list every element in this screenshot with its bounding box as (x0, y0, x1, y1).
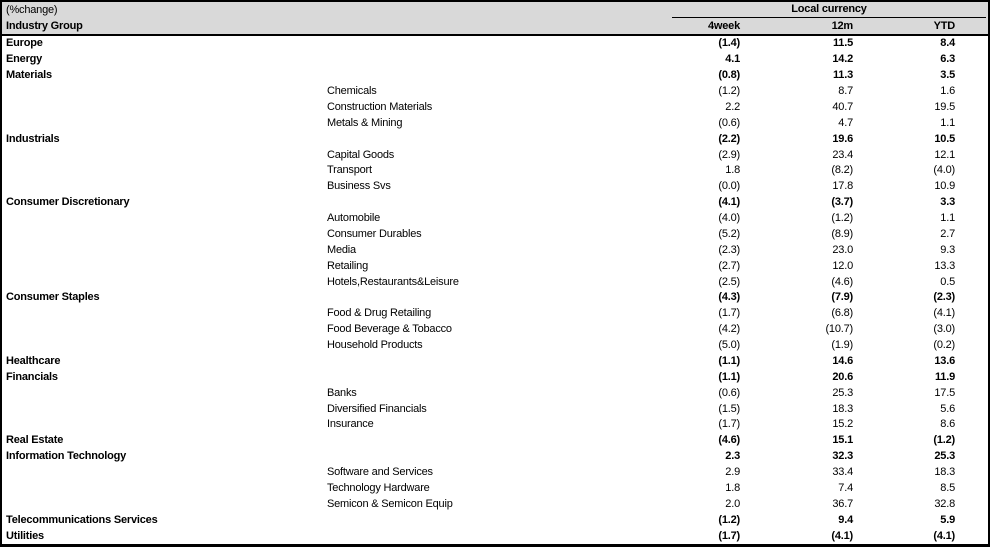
table-row (2, 227, 988, 243)
value-12m: (10.7) (825, 323, 853, 336)
value-ytd: 8.4 (940, 37, 955, 50)
value-4week: (0.0) (718, 180, 740, 193)
value-4week: (1.7) (718, 529, 740, 542)
sub-industry-label: Household Products (327, 339, 423, 352)
header-row-currency (2, 2, 988, 18)
value-12m: 14.6 (832, 354, 853, 367)
sub-industry-label: Semicon & Semicon Equip (327, 497, 453, 510)
value-12m: (4.1) (831, 529, 853, 542)
sub-industry-label: Construction Materials (327, 100, 433, 113)
value-ytd: 19.5 (934, 100, 955, 113)
value-12m: 17.8 (832, 180, 853, 193)
column-header-4week: 4week (707, 19, 740, 32)
sub-industry-label: Chemicals (327, 85, 377, 98)
value-4week: 1.8 (725, 481, 740, 494)
value-4week: (1.4) (718, 37, 740, 50)
table-row (2, 147, 988, 163)
value-ytd: (0.2) (933, 339, 955, 352)
local-currency-header: Local currency (672, 2, 986, 18)
value-ytd: 5.9 (940, 513, 955, 526)
value-12m: 18.3 (832, 402, 853, 415)
value-ytd: 10.5 (934, 132, 955, 145)
value-ytd: 12.1 (934, 148, 955, 161)
value-4week: 2.0 (725, 497, 740, 510)
value-ytd: 25.3 (934, 450, 955, 463)
value-12m: 33.4 (832, 466, 853, 479)
value-4week: (0.6) (718, 386, 740, 399)
industry-group-label: Industrials (6, 132, 60, 145)
industry-group-column-header: Industry Group (6, 19, 83, 32)
value-12m: 23.0 (832, 243, 853, 256)
percent-change-note: (%change) (6, 4, 58, 16)
value-12m: (7.9) (831, 291, 853, 304)
value-12m: 23.4 (832, 148, 853, 161)
value-12m: (3.7) (831, 196, 853, 209)
value-ytd: (1.2) (933, 434, 955, 447)
table-row (2, 306, 988, 322)
value-4week: (0.6) (718, 116, 740, 129)
table-row (2, 449, 988, 465)
value-12m: 12.0 (832, 259, 853, 272)
value-ytd: 8.5 (940, 481, 955, 494)
value-4week: (2.7) (718, 259, 740, 272)
sub-industry-label: Insurance (327, 418, 374, 431)
industry-group-label: Energy (6, 53, 43, 66)
value-4week: (2.3) (718, 243, 740, 256)
value-4week: 1.8 (725, 164, 740, 177)
table-row (2, 369, 988, 385)
value-12m: (6.8) (831, 307, 853, 320)
table-body (2, 36, 988, 544)
value-12m: 15.1 (832, 434, 853, 447)
table-row (2, 179, 988, 195)
value-12m: (1.2) (831, 212, 853, 225)
value-ytd: 1.1 (940, 212, 955, 225)
value-12m: 14.2 (832, 53, 853, 66)
value-4week: (1.1) (718, 354, 740, 367)
value-12m: 11.5 (832, 37, 853, 50)
sub-industry-label: Software and Services (327, 466, 433, 479)
value-4week: (5.2) (718, 227, 740, 240)
table-row (2, 242, 988, 258)
value-ytd: 13.3 (934, 259, 955, 272)
value-12m: (1.9) (831, 339, 853, 352)
table-row (2, 401, 988, 417)
value-12m: 36.7 (832, 497, 853, 510)
industry-group-label: Europe (6, 37, 43, 50)
value-4week: (1.2) (718, 85, 740, 98)
industry-group-label: Utilities (6, 529, 44, 542)
value-4week: (1.2) (718, 513, 740, 526)
sub-industry-label: Business Svs (327, 180, 391, 193)
value-ytd: (4.1) (933, 529, 955, 542)
industry-group-label: Telecommunications Services (6, 513, 158, 526)
value-4week: (1.5) (718, 402, 740, 415)
value-12m: 4.7 (838, 116, 853, 129)
table-row (2, 417, 988, 433)
sub-industry-label: Banks (327, 386, 357, 399)
value-12m: 8.7 (838, 85, 853, 98)
table-row (2, 84, 988, 100)
industry-group-label: Information Technology (6, 450, 127, 463)
table-row (2, 100, 988, 116)
table-row (2, 433, 988, 449)
value-ytd: 1.6 (940, 85, 955, 98)
value-ytd: 3.3 (940, 196, 955, 209)
table-row (2, 131, 988, 147)
value-ytd: 8.6 (940, 418, 955, 431)
sub-industry-label: Media (327, 243, 356, 256)
value-ytd: 5.6 (940, 402, 955, 415)
value-4week: 2.2 (725, 100, 740, 113)
value-12m: 7.4 (838, 481, 853, 494)
table-row (2, 385, 988, 401)
value-4week: (0.8) (718, 69, 740, 82)
sub-industry-label: Food & Drug Retailing (327, 307, 432, 320)
header-row-columns (2, 18, 988, 34)
value-ytd: 32.8 (934, 497, 955, 510)
value-4week: 2.9 (725, 466, 740, 479)
value-ytd: 9.3 (940, 243, 955, 256)
industry-group-label: Consumer Discretionary (6, 196, 130, 209)
value-12m: 11.3 (832, 69, 853, 82)
table-row (2, 290, 988, 306)
sub-industry-label: Transport (327, 164, 372, 177)
value-ytd: 10.9 (934, 180, 955, 193)
table-row (2, 512, 988, 528)
value-ytd: 2.7 (940, 227, 955, 240)
industry-group-label: Materials (6, 69, 52, 82)
value-ytd: (2.3) (933, 291, 955, 304)
table-row (2, 258, 988, 274)
value-4week: (1.1) (718, 370, 740, 383)
value-4week: (4.3) (718, 291, 740, 304)
table-row (2, 465, 988, 481)
column-header-12m: 12m (831, 19, 853, 32)
sub-industry-label: Hotels,Restaurants&Leisure (327, 275, 459, 288)
sub-industry-label: Capital Goods (327, 148, 395, 161)
table-row (2, 36, 988, 52)
value-12m: 25.3 (832, 386, 853, 399)
value-ytd: (4.0) (933, 164, 955, 177)
industry-group-label: Financials (6, 370, 58, 383)
value-ytd: 13.6 (934, 354, 955, 367)
table-row (2, 68, 988, 84)
value-ytd: (4.1) (933, 307, 955, 320)
table-row (2, 195, 988, 211)
value-12m: 32.3 (832, 450, 853, 463)
value-4week: 4.1 (725, 53, 740, 66)
industry-group-label: Healthcare (6, 354, 61, 367)
table-row (2, 481, 988, 497)
table-row (2, 338, 988, 354)
value-4week: (4.1) (718, 196, 740, 209)
value-ytd: 0.5 (940, 275, 955, 288)
value-4week: (1.7) (718, 418, 740, 431)
value-ytd: 18.3 (934, 466, 955, 479)
sub-industry-label: Metals & Mining (327, 116, 403, 129)
table-row (2, 211, 988, 227)
table-header (2, 2, 988, 36)
value-12m: 40.7 (832, 100, 853, 113)
value-ytd: 11.9 (934, 370, 955, 383)
industry-group-label: Consumer Staples (6, 291, 100, 304)
table-row (2, 528, 988, 544)
value-12m: 19.6 (832, 132, 853, 145)
value-4week: (2.9) (718, 148, 740, 161)
value-4week: (5.0) (718, 339, 740, 352)
value-4week: (2.2) (718, 132, 740, 145)
value-ytd: 1.1 (940, 116, 955, 129)
table-row (2, 115, 988, 131)
value-12m: 9.4 (838, 513, 853, 526)
table-row (2, 274, 988, 290)
sub-industry-label: Technology Hardware (327, 481, 430, 494)
value-4week: 2.3 (725, 450, 740, 463)
table-row (2, 163, 988, 179)
value-4week: (4.2) (718, 323, 740, 336)
value-12m: (4.6) (831, 275, 853, 288)
value-12m: (8.2) (831, 164, 853, 177)
industry-group-label: Real Estate (6, 434, 64, 447)
table-row (2, 322, 988, 338)
table-row (2, 496, 988, 512)
table-row (2, 354, 988, 370)
value-12m: (8.9) (831, 227, 853, 240)
value-ytd: 17.5 (934, 386, 955, 399)
sub-industry-label: Food Beverage & Tobacco (327, 323, 452, 336)
value-12m: 20.6 (832, 370, 853, 383)
value-ytd: (3.0) (933, 323, 955, 336)
value-4week: (2.5) (718, 275, 740, 288)
sub-industry-label: Diversified Financials (327, 402, 427, 415)
column-header-ytd: YTD (933, 19, 955, 32)
table-row (2, 52, 988, 68)
value-ytd: 3.5 (940, 69, 955, 82)
value-12m: 15.2 (832, 418, 853, 431)
sub-industry-label: Retailing (327, 259, 369, 272)
sub-industry-label: Consumer Durables (327, 227, 422, 240)
value-4week: (1.7) (718, 307, 740, 320)
value-ytd: 6.3 (940, 53, 955, 66)
value-4week: (4.6) (718, 434, 740, 447)
value-4week: (4.0) (718, 212, 740, 225)
sub-industry-label: Automobile (327, 212, 381, 225)
